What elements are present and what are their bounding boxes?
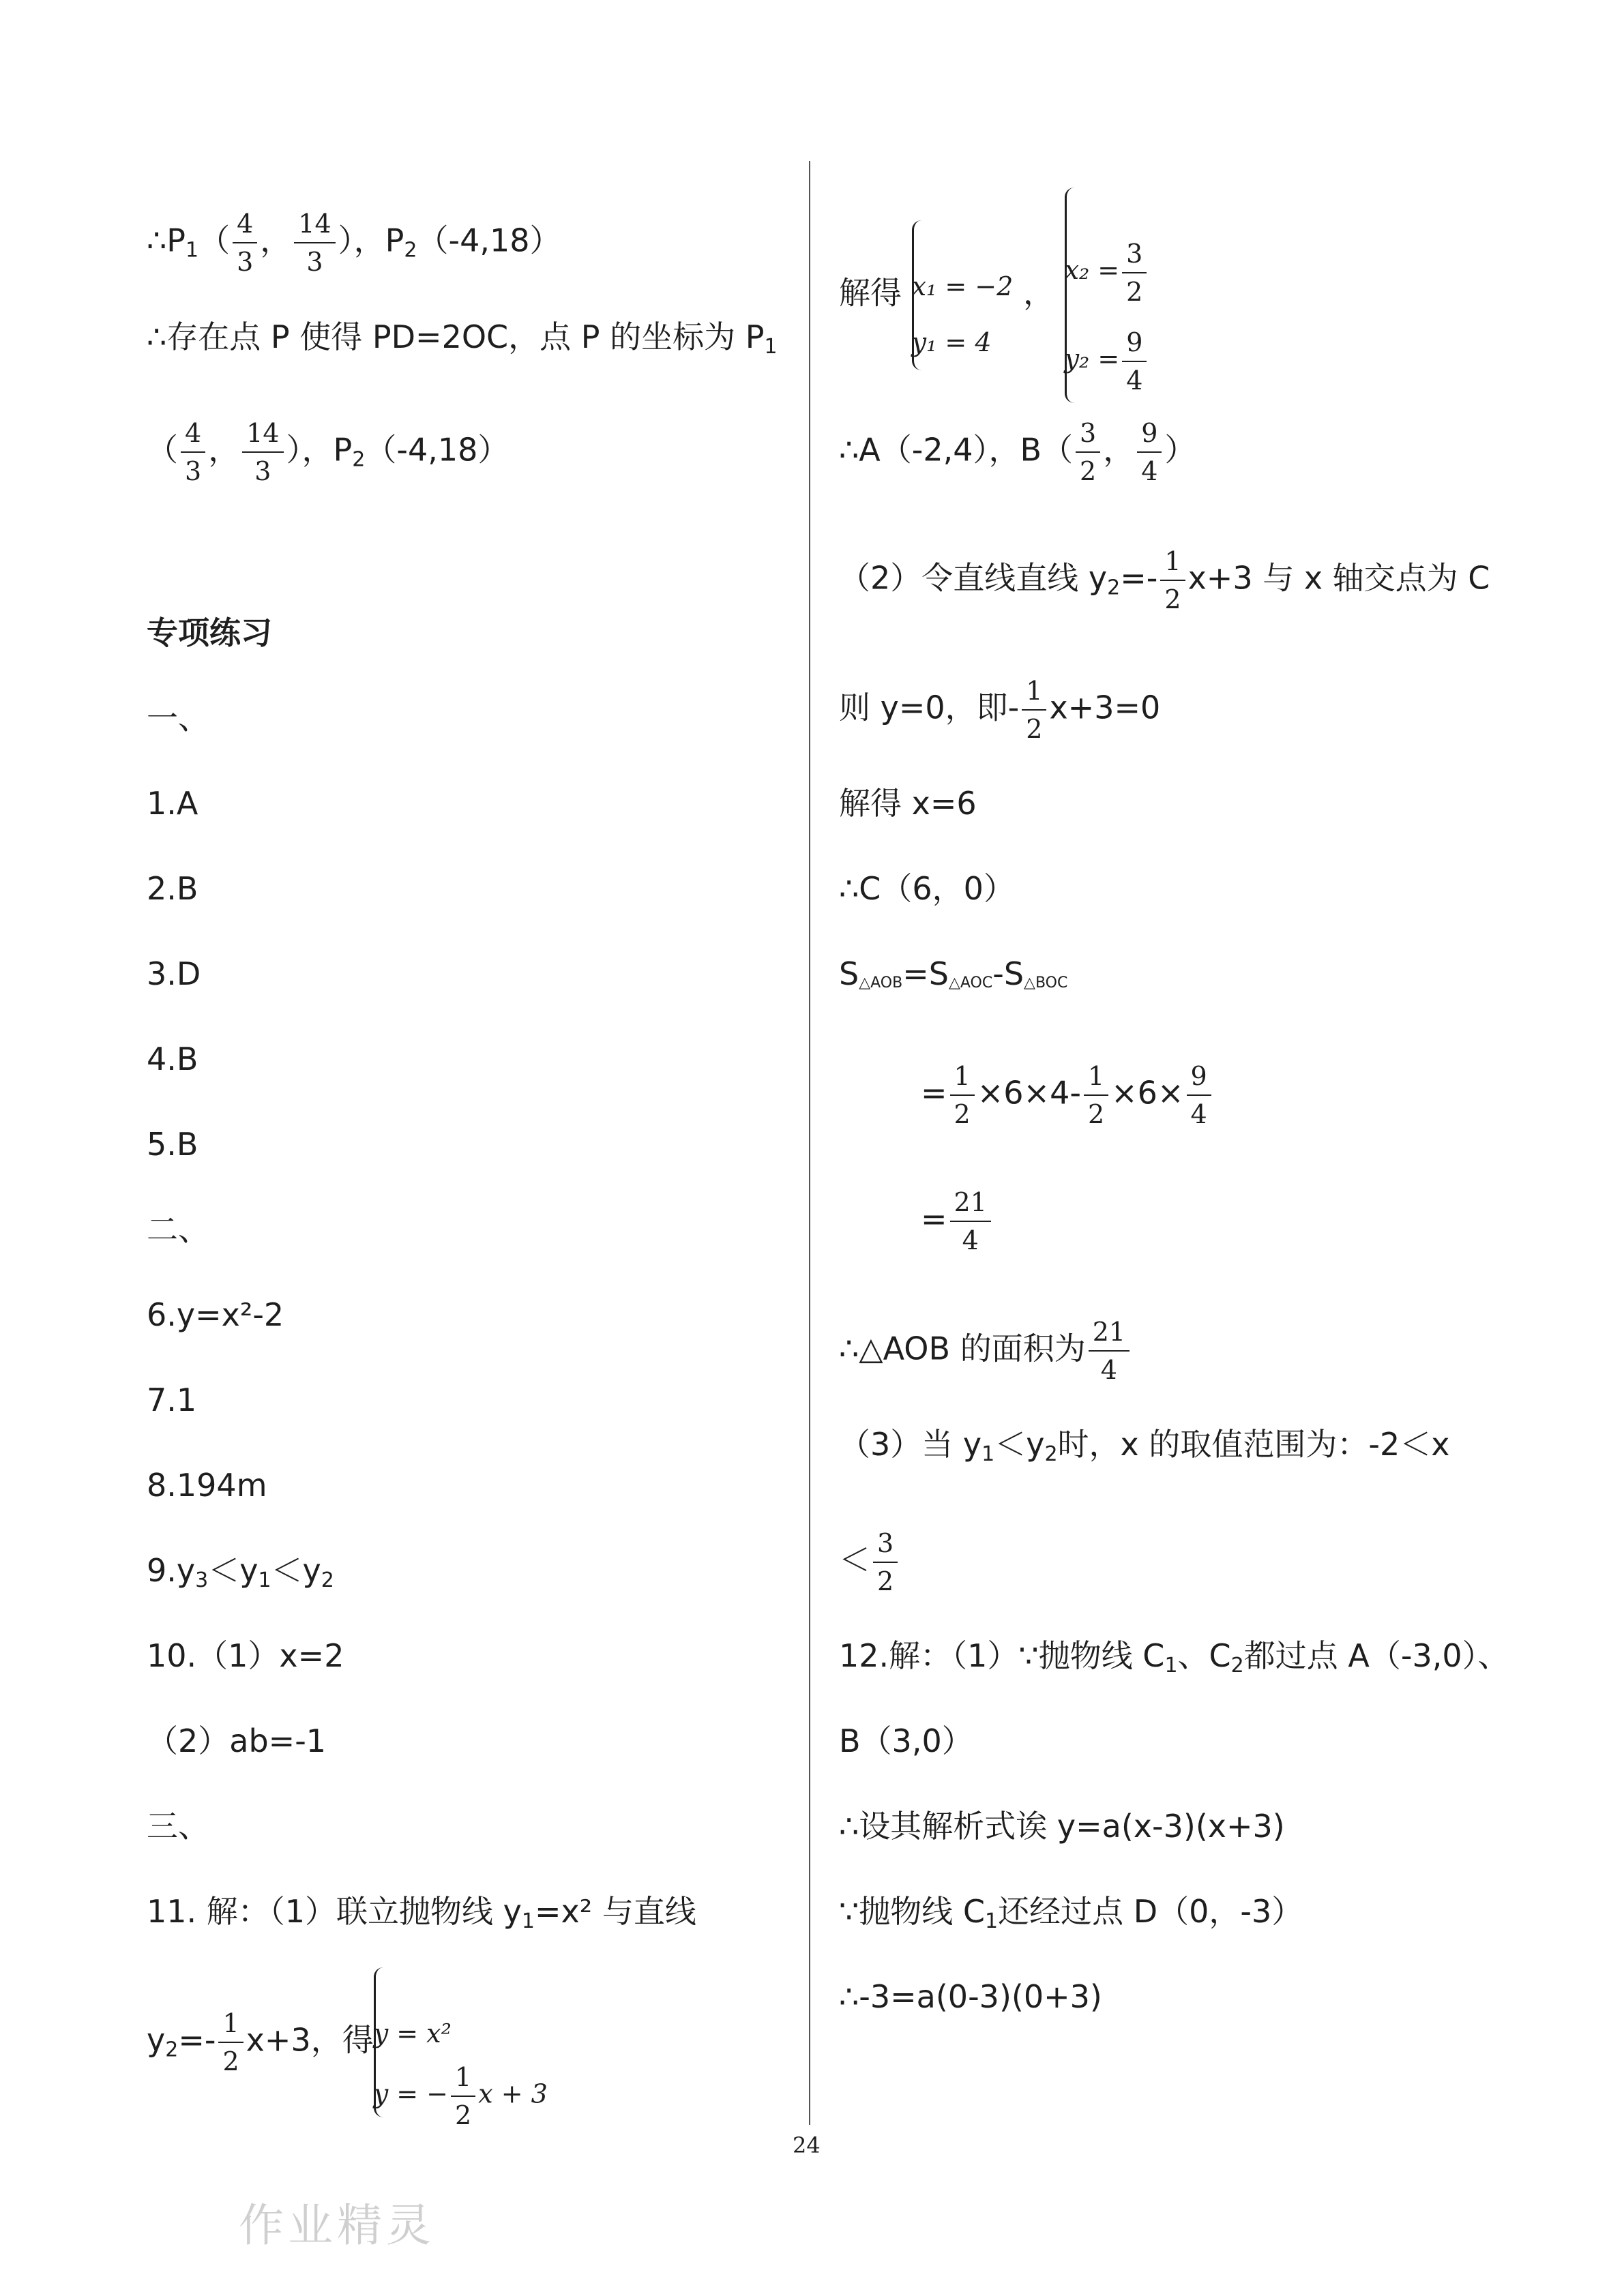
equation-system: y = x² y = − $\frac{1}{2}$ x + 3 — [374, 1967, 548, 2117]
part-three-label: 三、 — [147, 1808, 209, 1845]
answer-10-2: （2）ab=-1 — [147, 1723, 327, 1759]
part-two-line: （2）令直线直线 $y_2=-$ $\frac{1}{2}$ x+3 与 x 轴交点为 C — [839, 546, 1490, 614]
solve-line: 解得 x₁ = −2 y₁ = 4 ， x₂ = $\frac{3}{2}$ y₂ = $\frac{9}{4}$ — [839, 188, 1149, 403]
set-equation-line: ∴设其解析式诶 y=a(x-3)(x+3) — [839, 1808, 1285, 1845]
part-three-continued: ＜ $\frac{3}{2}$ — [839, 1527, 900, 1597]
area-result-line: ∴△AOB 的面积为 $\frac{21}{4}$ — [839, 1316, 1132, 1386]
p1-coordinates-line: $\therefore P_1$（ $\frac{4}{3}$ ， $\frac{14}{3}$ ），$P_2(-4,18)$ — [147, 209, 561, 277]
answer-7: 7.1 — [147, 1382, 197, 1418]
exist-point-line: ∴存在点 P 使得 PD=2OC，点 P 的坐标为 $P_1$ — [147, 318, 778, 359]
answer-11-intro: 11. 解：（1）联立抛物线 $y_1=x^2$ 与直线 — [147, 1893, 696, 1933]
x-six-line: 解得 x=6 — [839, 785, 977, 822]
section-title: 专项练习 — [147, 614, 272, 651]
page-number: 24 — [793, 2132, 821, 2158]
y-zero-line: 则 y=0，即- $\frac{1}{2}$ x+3=0 — [839, 676, 1161, 744]
part-two-label: 二、 — [147, 1211, 209, 1248]
final-equation-line: ∴-3=a(0-3)(0+3) — [839, 1978, 1102, 2015]
area-calc-line-1: = $\frac{1}{2}$ ×6×4- $\frac{1}{2}$ ×6× $\frac{9}{4}$ — [921, 1060, 1214, 1130]
answer-1: 1.A — [147, 785, 198, 822]
points-ab-line: ∴A（-2,4），B（ $\frac{3}{2}$ ， $\frac{9}{4}$ ） — [839, 418, 1196, 486]
answer-2: 2.B — [147, 870, 198, 907]
point-d-line: ∵抛物线 $C_1$还经过点 D（0，-3） — [839, 1893, 1303, 1933]
area-formula-line: S△AOB=S△AOC-S△BOC — [839, 955, 1068, 992]
answer-3: 3.D — [147, 955, 201, 992]
p-coordinates-line: （ $\frac{4}{3}$ ， $\frac{14}{3}$ ），$P_2(-4,18)$ — [147, 418, 510, 486]
watermark: 作业精灵 — [239, 2199, 435, 2252]
answer-6: 6.y=x²-2 — [147, 1296, 284, 1333]
answer-9: $9.y_3<y_1<y_2$ — [147, 1552, 334, 1592]
part-three-line: （3）当 $y_1<y_2$时，x 的取值范围为：-2＜x — [839, 1426, 1450, 1466]
solution-system-1: x₁ = −2 y₁ = 4 — [912, 220, 1014, 370]
question-12-line: 12.解：（1）∵抛物线 $C_1$、$C_2$都过点 A（-3,0）、 — [839, 1637, 1509, 1678]
answer-10-1: 10.（1）x=2 — [147, 1637, 344, 1674]
column-divider — [809, 161, 810, 2125]
point-b-line: B（3,0） — [839, 1723, 973, 1759]
answer-8: 8.194m — [147, 1467, 267, 1504]
answer-4: 4.B — [147, 1041, 198, 1077]
area-calc-line-2: = $\frac{21}{4}$ — [921, 1187, 994, 1256]
part-one-label: 一、 — [147, 700, 209, 736]
point-c-line: ∴C（6，0） — [839, 870, 1015, 907]
solution-system-2: x₂ = $\frac{3}{2}$ y₂ = $\frac{9}{4}$ — [1065, 188, 1150, 403]
answer-5: 5.B — [147, 1126, 198, 1163]
answer-11-line2: $y_2=-$ $\frac{1}{2}$ x+3，得 y = x² y = − $\frac{1}{2}$ x + 3 — [147, 1967, 548, 2117]
